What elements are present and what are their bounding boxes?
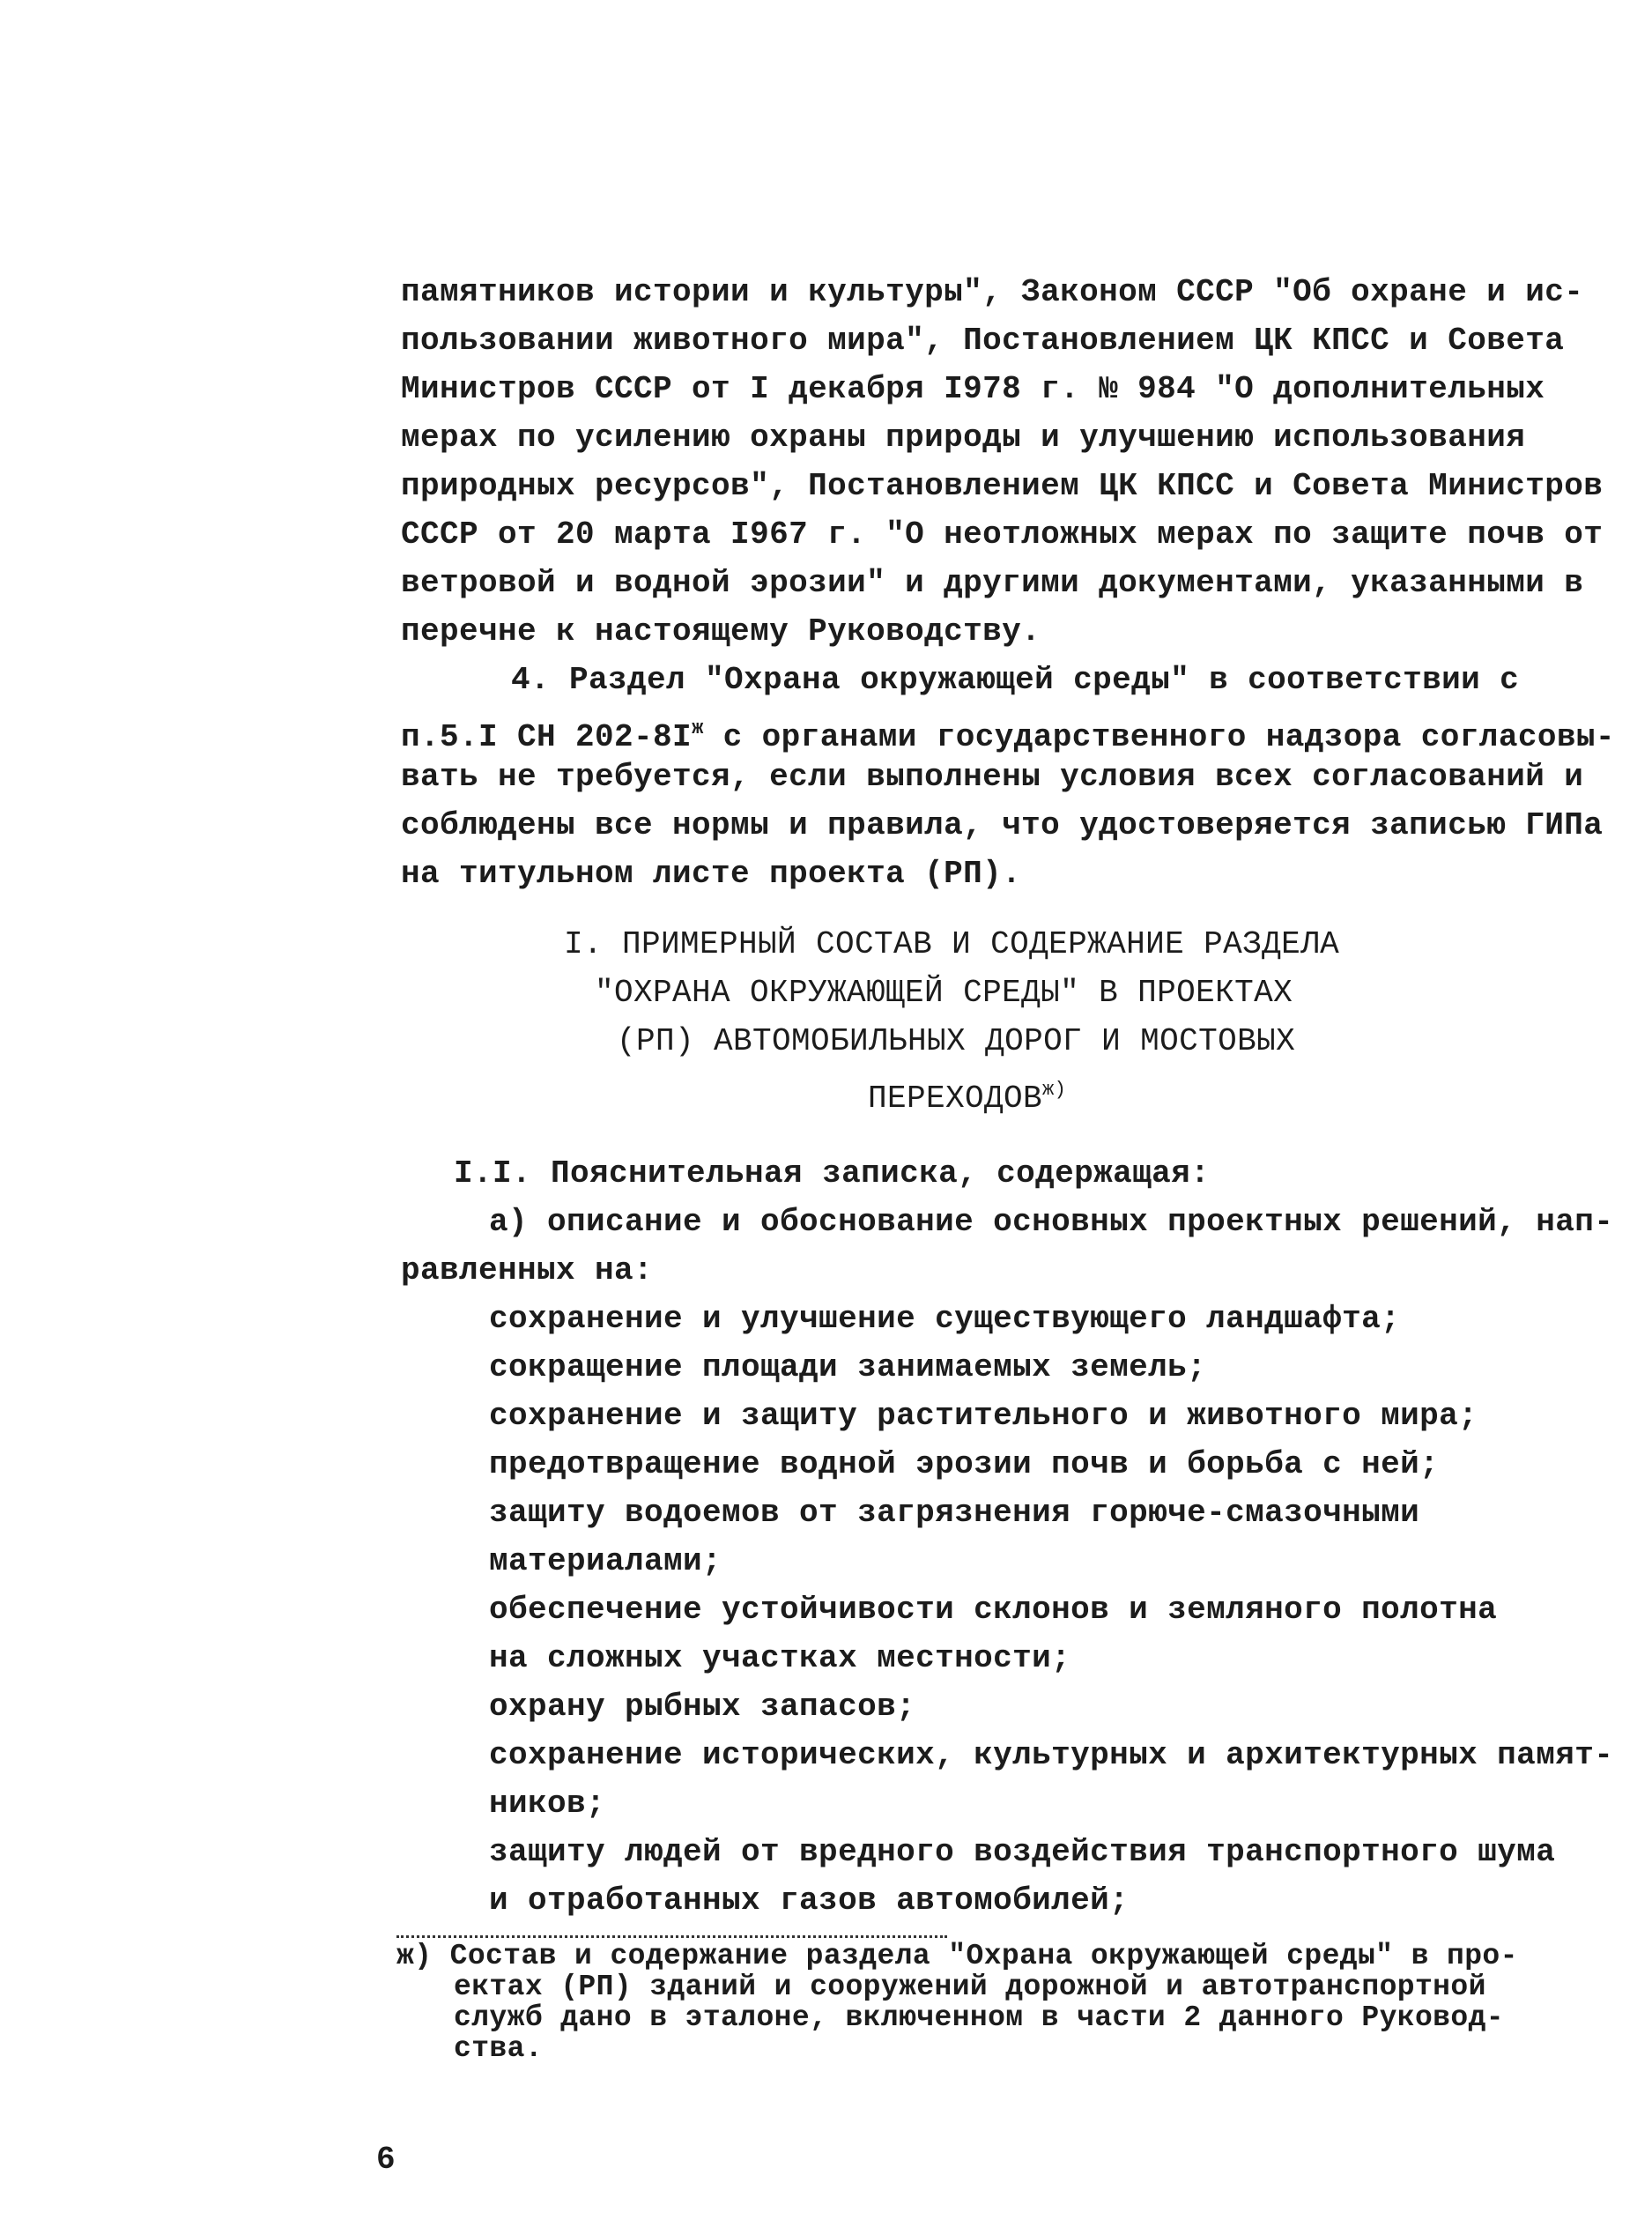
paragraph-4-line: соблюдены все нормы и правила, что удостоверяется записью ГИПа bbox=[401, 807, 1604, 843]
footnote-line: ж) Состав и содержание раздела "Охрана окружающей среды" в про- bbox=[396, 1940, 1518, 1972]
paragraph-4-text: с органами государственного надзора согласовы- bbox=[703, 719, 1615, 755]
list-item: и отработанных газов автомобилей; bbox=[489, 1882, 1130, 1919]
body-line: ветровой и водной эрозии" и другими документами, указанными в bbox=[401, 565, 1584, 601]
list-item: защиту водоемов от загрязнения горюче-смазочными bbox=[489, 1495, 1420, 1531]
footnote-mark: ж bbox=[692, 717, 704, 739]
list-item: материалами; bbox=[489, 1543, 722, 1579]
list-item: ников; bbox=[489, 1786, 606, 1822]
section-heading-line: (РП) АВТОМОБИЛЬНЫХ ДОРОГ И МОСТОВЫХ bbox=[617, 1023, 1296, 1059]
section-heading-line: I. ПРИМЕРНЫЙ СОСТАВ И СОДЕРЖАНИЕ РАЗДЕЛА bbox=[564, 926, 1340, 962]
footnote-line: ектах (РП) зданий и сооружений дорожной и автотранспортной bbox=[454, 1971, 1486, 2003]
list-item: сохранение и защиту растительного и животного мира; bbox=[489, 1398, 1478, 1434]
paragraph-4-ref: п.5.I СН 202-8I bbox=[401, 719, 693, 755]
page-number: 6 bbox=[376, 2142, 396, 2178]
subsection-intro: I.I. Пояснительная записка, содержащая: bbox=[454, 1155, 1211, 1192]
footnote-line: ства. bbox=[454, 2032, 544, 2065]
subsection-a-line: а) описание и обоснование основных проектных решений, нап- bbox=[489, 1204, 1614, 1240]
paragraph-4-line: на титульном листе проекта (РП). bbox=[401, 856, 1022, 892]
body-line: пользовании животного мира", Постановлением ЦК КПСС и Совета bbox=[401, 323, 1565, 359]
paragraph-4-line: 4. Раздел "Охрана окружающей среды" в соответствии с bbox=[511, 662, 1520, 698]
list-item: защиту людей от вредного воздействия транспортного шума bbox=[489, 1834, 1556, 1870]
list-item: обеспечение устойчивости склонов и земляного полотна bbox=[489, 1592, 1498, 1628]
list-item: сохранение исторических, культурных и архитектурных памят- bbox=[489, 1737, 1614, 1773]
list-item: сокращение площади занимаемых земель; bbox=[489, 1349, 1207, 1385]
body-line: мерах по усилению охраны природы и улучшению использования bbox=[401, 419, 1526, 456]
body-line: памятников истории и культуры", Законом СССР "Об охране и ис- bbox=[401, 274, 1584, 310]
paragraph-4-line: вать не требуется, если выполнены условия всех согласований и bbox=[401, 759, 1584, 795]
subsection-a-line: равленных на: bbox=[401, 1252, 654, 1288]
section-heading-line bbox=[868, 1073, 1066, 1117]
list-item: сохранение и улучшение существующего ландшафта; bbox=[489, 1301, 1401, 1337]
body-line: природных ресурсов", Постановлением ЦК КПСС и Совета Министров bbox=[401, 468, 1604, 504]
footnote-divider bbox=[396, 1935, 947, 1938]
footnote-mark: ж) bbox=[1042, 1079, 1067, 1101]
list-item: охрану рыбных запасов; bbox=[489, 1689, 916, 1725]
section-heading-text: ПЕРЕХОДОВ bbox=[868, 1080, 1043, 1117]
list-item: на сложных участках местности; bbox=[489, 1640, 1071, 1676]
paragraph-4-line bbox=[401, 711, 1615, 755]
list-item: предотвращение водной эрозии почв и борьба с ней; bbox=[489, 1446, 1440, 1482]
footnote-line: служб дано в эталоне, включенном в части 2 данного Руковод- bbox=[454, 2001, 1504, 2034]
body-line: перечне к настоящему Руководству. bbox=[401, 613, 1041, 650]
body-line: Министров СССР от I декабря I978 г. № 984 "О дополнительных bbox=[401, 371, 1545, 407]
section-heading-line: "ОХРАНА ОКРУЖАЮЩЕЙ СРЕДЫ" В ПРОЕКТАХ bbox=[595, 975, 1293, 1011]
body-line: СССР от 20 марта I967 г. "О неотложных мерах по защите почв от bbox=[401, 516, 1604, 553]
